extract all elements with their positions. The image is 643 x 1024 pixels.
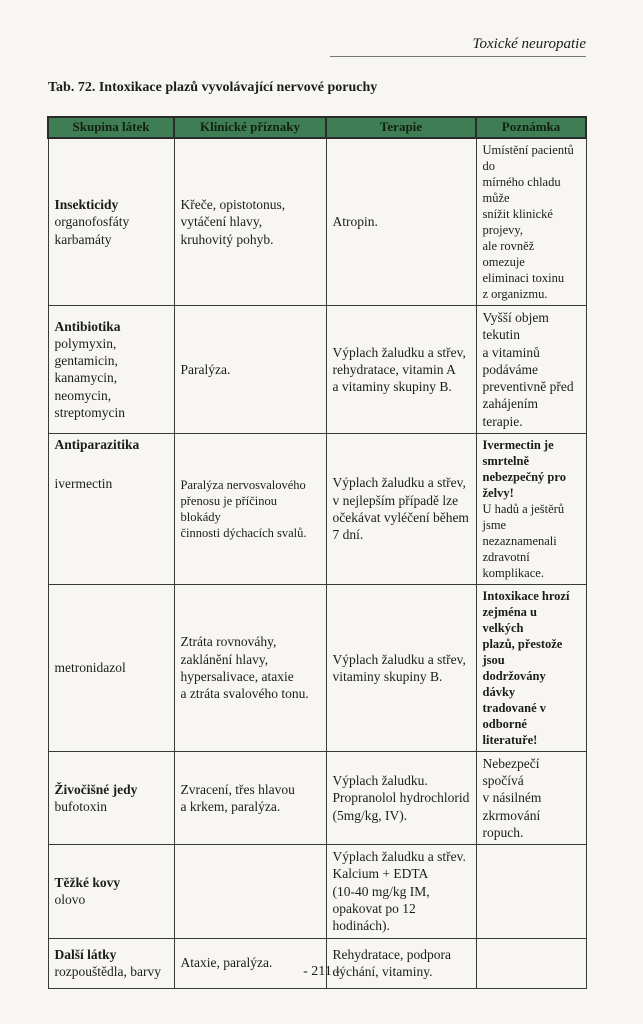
warning-line: tradované v odborné xyxy=(482,700,547,731)
therapy-cell xyxy=(326,306,476,434)
table-row xyxy=(48,751,586,844)
note-line: Nebezpečí spočívá xyxy=(482,755,540,789)
substance: rozpouštědla, barvy xyxy=(54,964,161,980)
symptom-line: kruhovitý pohyb. xyxy=(180,231,274,247)
therapy-line: Výplach žaludku. xyxy=(332,773,428,789)
table-caption: Tab. 72. Intoxikace plazů vyvolávající nervové poruchy xyxy=(48,80,378,95)
symptom-line: Ztráta rovnováhy, xyxy=(180,634,277,650)
symptom-line: hypersalivace, ataxie xyxy=(180,668,294,684)
therapy-cell xyxy=(326,138,476,306)
symptom-line: zaklánění hlavy, xyxy=(180,651,269,667)
therapy-line: dýchání, vitaminy. xyxy=(332,964,433,980)
table-row xyxy=(48,584,586,751)
table-row xyxy=(48,433,586,584)
note-line: U hadů a ještěrů jsme xyxy=(482,501,565,532)
symptoms-cell xyxy=(174,845,326,938)
therapy-line: a vitaminy skupiny B. xyxy=(332,379,452,395)
therapy-line: v nejlepším případě lze xyxy=(332,492,459,508)
note-cell xyxy=(476,433,586,584)
symptom-line: Paralýza. xyxy=(180,361,231,377)
table-row xyxy=(48,138,586,306)
symptoms-cell xyxy=(174,751,326,844)
therapy-line: (10-40 mg/kg IM, xyxy=(332,883,430,899)
symptoms-cell xyxy=(174,306,326,434)
group-cell xyxy=(48,845,174,938)
note-line: ale rovněž omezuje xyxy=(482,239,535,269)
running-title-rule xyxy=(330,56,586,57)
symptom-line: přenosu je příčinou blokády xyxy=(180,493,278,524)
note-cell xyxy=(476,845,586,938)
warning-line: dodržovány dávky xyxy=(482,668,546,699)
column-header-symptoms: Klinické příznaky xyxy=(174,117,326,138)
therapy-line: Propranolol hydrochlorid xyxy=(332,790,470,806)
group-name: Insekticidy xyxy=(54,197,119,213)
substance: ivermectin xyxy=(54,476,113,492)
therapy-line: Atropin. xyxy=(332,214,378,230)
therapy-line: opakovat po 12 hodinách). xyxy=(332,900,416,934)
table-row xyxy=(48,845,586,938)
symptoms-cell xyxy=(174,138,326,306)
note-line: Umístění pacientů do xyxy=(482,143,574,173)
therapy-cell xyxy=(326,433,476,584)
note-line: z organizmu. xyxy=(482,287,548,301)
therapy-line: vitaminy skupiny B. xyxy=(332,668,443,684)
therapy-line: Výplach žaludku a střev, xyxy=(332,475,466,491)
warning-line: plazů, přestože jsou xyxy=(482,636,563,667)
column-header-therapy: Terapie xyxy=(326,117,476,138)
group-cell xyxy=(48,584,174,751)
therapy-line: Kalcium + EDTA xyxy=(332,866,429,882)
therapy-cell xyxy=(326,584,476,751)
therapy-line: Rehydratace, podpora xyxy=(332,946,451,962)
therapy-cell xyxy=(326,845,476,938)
running-title: Toxické neuropatie xyxy=(472,36,586,52)
note-line: nezaznamenali xyxy=(482,533,557,548)
symptom-line: Paralýza nervosvalového xyxy=(180,477,306,492)
warning-line: Ivermectin je smrtelně xyxy=(482,437,554,468)
group-cell xyxy=(48,751,174,844)
group-cell xyxy=(48,138,174,306)
group-name: Další látky xyxy=(54,946,117,962)
column-header-group: Skupina látek xyxy=(48,117,174,138)
substance: olovo xyxy=(54,892,86,908)
symptom-line: a krkem, paralýza. xyxy=(180,799,281,815)
group-name: Těžké kovy xyxy=(54,875,121,891)
note-line: zdravotní komplikace. xyxy=(482,549,544,580)
table-header-row xyxy=(48,117,586,138)
warning-line: zejména u velkých xyxy=(482,604,537,635)
group-name: Antiparazitika xyxy=(54,436,140,452)
note-line: eliminaci toxinu xyxy=(482,271,565,285)
therapy-line: Výplach žaludku a střev. xyxy=(332,849,466,865)
intoxication-table xyxy=(47,116,587,989)
note-line: snížit klinické projevy, xyxy=(482,207,553,237)
symptom-line: Ataxie, paralýza. xyxy=(180,955,273,971)
symptom-line: Zvracení, třes hlavou xyxy=(180,781,295,797)
note-line: v násilném zkrmování xyxy=(482,790,542,823)
symptom-line: činnosti dýchacích svalů. xyxy=(180,525,307,540)
group-name: Antibiotika xyxy=(54,318,121,334)
warning-line: Intoxikace hrozí xyxy=(482,588,570,603)
note-line: a vitaminů podáváme xyxy=(482,344,540,377)
table-row xyxy=(48,306,586,434)
note-line: preventivně před xyxy=(482,379,574,395)
note-cell xyxy=(476,751,586,844)
therapy-line: (5mg/kg, IV). xyxy=(332,807,408,823)
substance: bufotoxin xyxy=(54,799,107,815)
note-cell xyxy=(476,306,586,434)
substance: polymyxin, gentamicin, xyxy=(54,335,118,369)
symptom-line: vytáčení hlavy, xyxy=(180,214,263,230)
therapy-line: 7 dní. xyxy=(332,527,364,543)
substance: organofosfáty xyxy=(54,214,130,230)
page-number: - 211 - xyxy=(303,964,340,979)
substance: kanamycin, neomycin, xyxy=(54,370,118,403)
group-cell xyxy=(48,306,174,434)
group-name: Živočišné jedy xyxy=(54,781,138,797)
note-line: ropuch. xyxy=(482,824,524,840)
symptoms-cell xyxy=(174,433,326,584)
therapy-cell xyxy=(326,751,476,844)
therapy-line: očekávat vyléčení během xyxy=(332,509,469,525)
therapy-line: rehydratace, vitamin A xyxy=(332,361,456,377)
substance: metronidazol xyxy=(54,660,126,676)
symptom-line: Křeče, opistotonus, xyxy=(180,197,286,213)
substance: karbamáty xyxy=(54,231,112,247)
group-cell xyxy=(48,433,174,584)
warning-line: nebezpečný pro želvy! xyxy=(482,469,566,500)
note-line: Vyšší objem tekutin xyxy=(482,310,549,343)
substance: streptomycin xyxy=(54,404,125,420)
therapy-line: Výplach žaludku a střev, xyxy=(332,344,466,360)
note-cell xyxy=(476,138,586,306)
symptoms-cell xyxy=(174,584,326,751)
therapy-line: Výplach žaludku a střev, xyxy=(332,651,466,667)
column-header-note: Poznámka xyxy=(476,117,586,138)
note-line: mírného chladu může xyxy=(482,175,561,205)
note-line: zahájením terapie. xyxy=(482,396,538,429)
warning-line: literatuře! xyxy=(482,732,538,747)
note-cell xyxy=(476,584,586,751)
symptom-line: a ztráta svalového tonu. xyxy=(180,686,309,702)
